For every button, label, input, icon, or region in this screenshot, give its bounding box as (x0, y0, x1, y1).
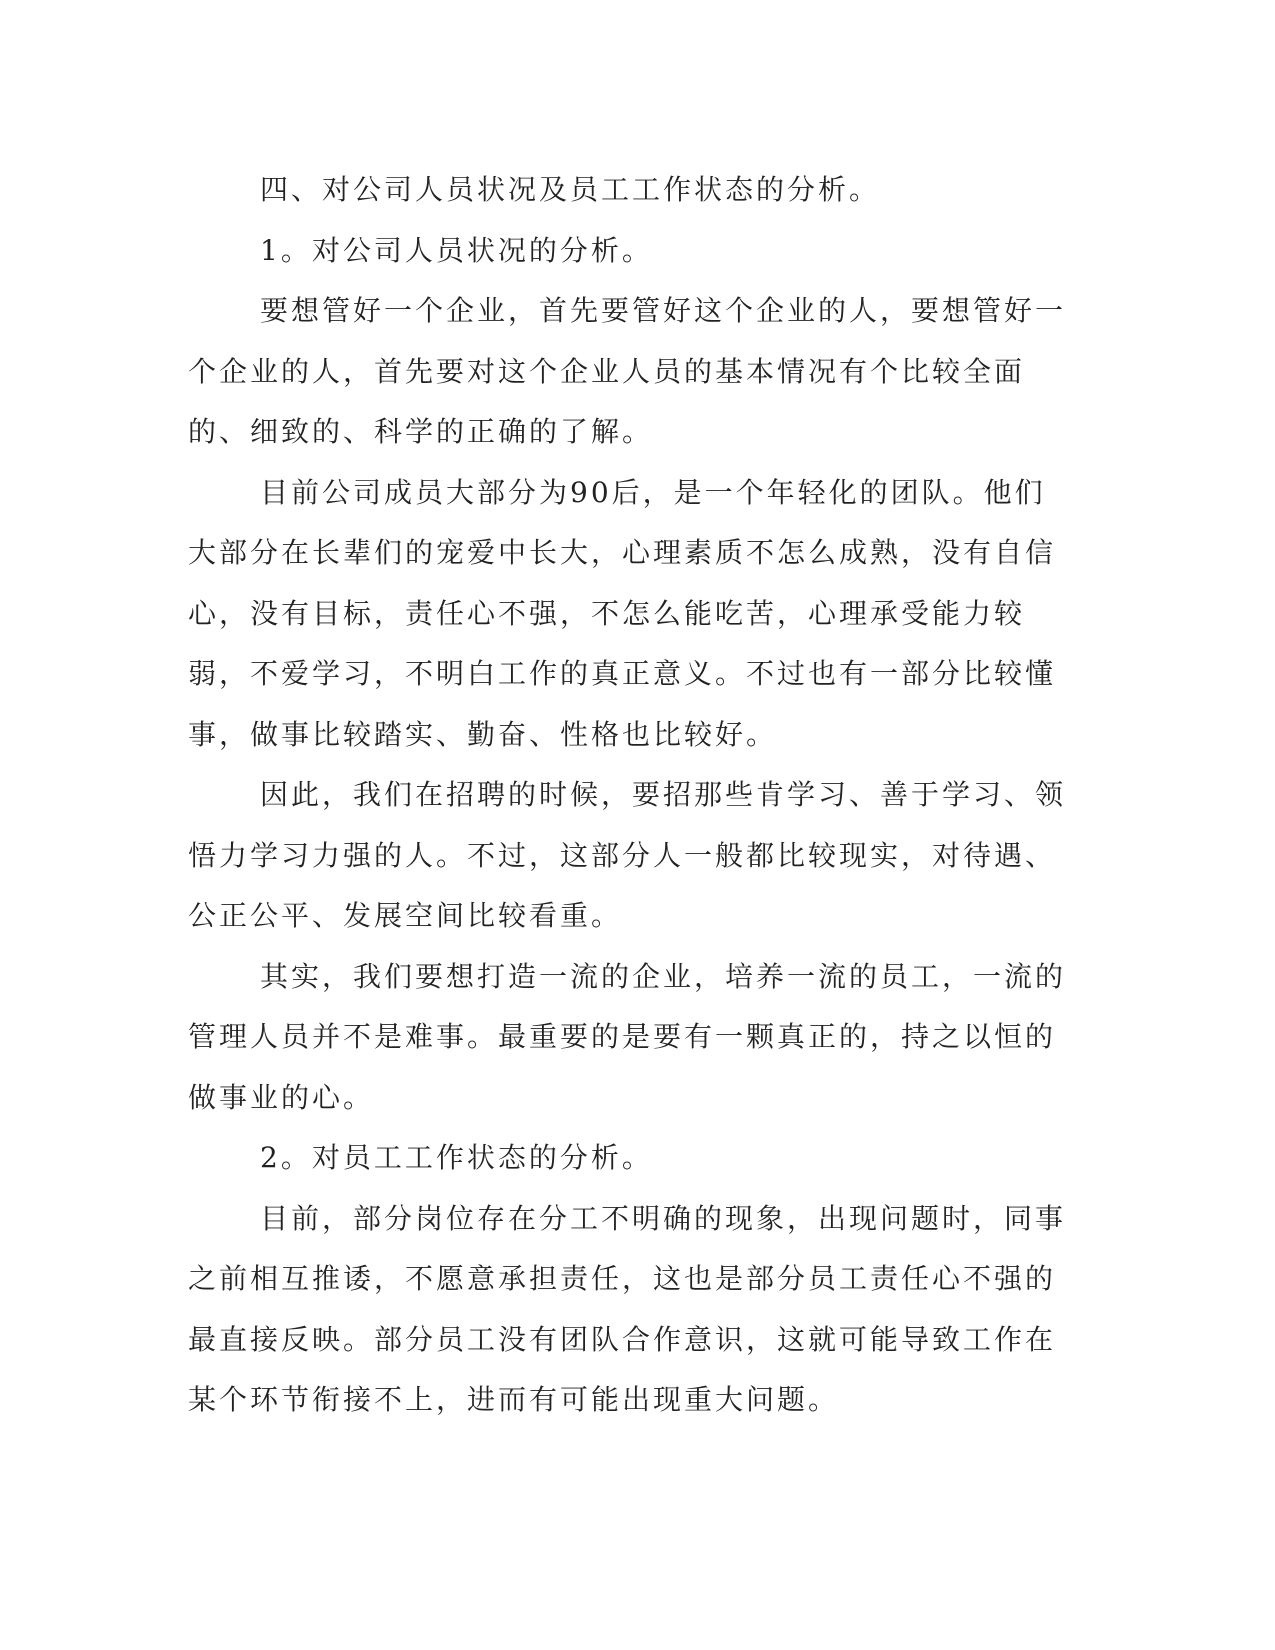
subsection-heading: 2。对员工工作状态的分析。 (260, 1141, 653, 1174)
section-heading: 四、对公司人员状况及员工工作状态的分析。 (260, 173, 881, 206)
subsection-heading: 1。对公司人员状况的分析。 (260, 233, 653, 267)
body-paragraph: 目前公司成员大部分为90后，是一个年轻化的团队。他们大部分在长辈们的宠爱中长大，心理素质不怎么成熟，没有自信心，没有目标，责任心不强，不怎么能吃苦，心理承受能力较弱，不爱学习，不明白工作的真正意义。不过也有一部分比较懂事，做事比较踏实、勤奋、性格也比较好。 (188, 475, 1057, 751)
body-paragraph: 要想管好一个企业，首先要管好这个企业的人，要想管好一个企业的人，首先要对这个企业人员的基本情况有个比较全面的、细致的、科学的正确的了解。 (188, 294, 1067, 448)
body-paragraph: 目前，部分岗位存在分工不明确的现象，出现问题时，同事之前相互推诿，不愿意承担责任，这也是部分员工责任心不强的最直接反映。部分员工没有团队合作意识，这就可能导致工作在某个环节衔接不上，进而有可能出现重大问题。 (188, 1201, 1067, 1416)
document-body (188, 160, 1068, 1431)
body-paragraph: 其实，我们要想打造一流的企业，培养一流的员工，一流的管理人员并不是难事。最重要的是要有一颗真正的，持之以恒的做事业的心。 (188, 959, 1067, 1114)
body-paragraph: 因此，我们在招聘的时候，要招那些肯学习、善于学习、领悟力学习力强的人。不过，这部分人一般都比较现实，对待遇、公正公平、发展空间比较看重。 (188, 778, 1067, 932)
